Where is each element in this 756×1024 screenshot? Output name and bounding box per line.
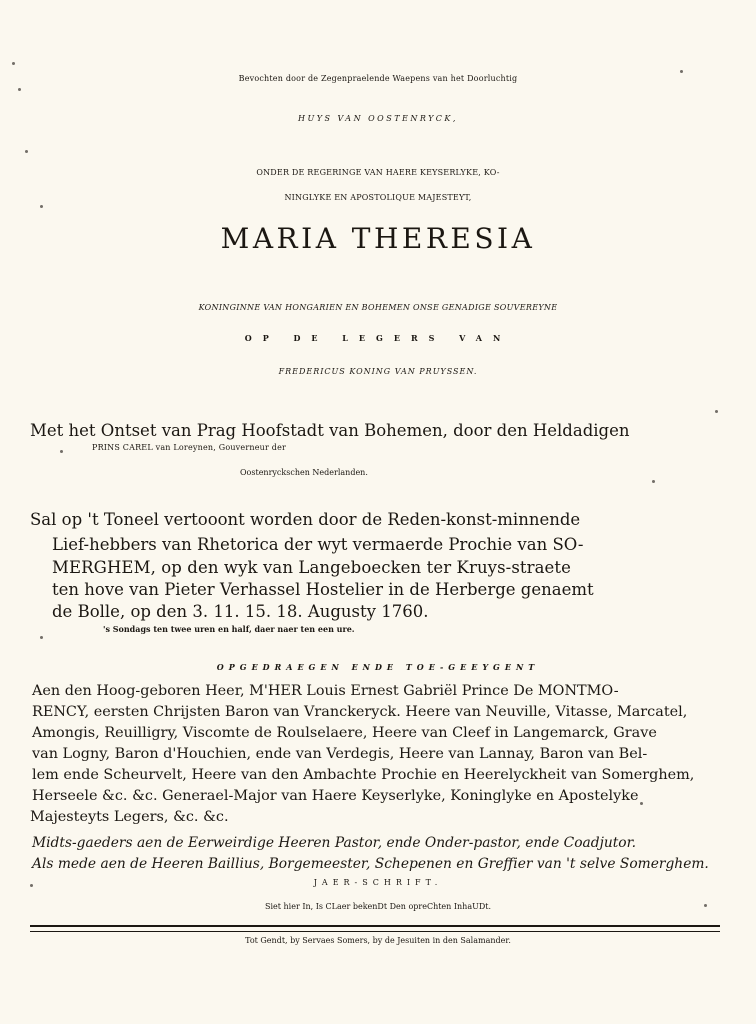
queen-titles: KONINGINNE VAN HONGARIEN EN BOHEMEN ONSE GENADIGE SOUVEREYNE	[198, 303, 558, 312]
ink-speck	[25, 150, 28, 153]
ink-speck	[40, 636, 43, 639]
dedication-line-3: Amongis, Reuilligry, Viscomte de Roulselaere, Heere van Cleef in Langemarck, Grave	[32, 725, 657, 741]
dedication-line-5: lem ende Scheurvelt, Heere van den Ambachte Prochie en Heerelyckheit van Somerghem,	[32, 767, 695, 783]
ink-speck	[18, 88, 21, 91]
performance-line-1: Sal op 't Toneel vertooont worden door de Reden-konst-minnende	[30, 510, 581, 529]
ink-speck	[40, 205, 43, 208]
relief-line-1: Met het Ontset van Prag Hoofstadt van Bohemen, door den Heldadigen	[30, 421, 630, 440]
regime-line-1: ONDER DE REGERINGE VAN HAERE KEYSERLYKE, KO-	[256, 168, 500, 177]
ink-speck	[30, 884, 33, 887]
dedication-line-1: Aen den Hoog-geboren Heer, M'HER Louis Ernest Gabriël Prince De MONTMO-	[32, 683, 619, 699]
chronogram-text: Siet hier In, Is CLaer bekenDt Den opreChten InhaUDt.	[264, 902, 492, 911]
king-title: FREDERICUS KONING VAN PRUYSSEN.	[278, 367, 478, 376]
opening-line: Bevochten door de Zegenpraelende Waepens van het Doorluchtig	[238, 74, 518, 83]
clergy-line: Midts-gaeders aen de Eerweirdige Heeren Pastor, ende Onder-pastor, ende Coadjutor.	[32, 835, 637, 851]
performance-line-4: ten hove van Pieter Verhassel Hostelier in de Herberge genaemt	[52, 580, 594, 599]
ink-speck	[680, 70, 683, 73]
ink-speck	[12, 62, 15, 65]
performance-time: 's Sondags ten twee uren en half, daer naer ten een ure.	[103, 624, 355, 634]
printer-imprint: Tot Gendt, by Servaes Somers, by de Jesuiten in den Salamander.	[245, 936, 511, 945]
dedication-line-6: Herseele &c. &c. Generael-Major van Haere Keyserlyke, Koninglyke en Apostelyke	[32, 788, 639, 804]
ink-speck	[715, 410, 718, 413]
performance-line-2: Lief-hebbers van Rhetorica der wyt vermaerde Prochie van SO-	[52, 535, 584, 554]
regime-line-2: NINGLYKE EN APOSTOLIQUE MAJESTEYT,	[284, 193, 472, 202]
ink-speck	[704, 904, 707, 907]
relief-line-3: Oostenryckschen Nederlanden.	[240, 468, 368, 477]
officials-line: Als mede aen de Heeren Baillius, Borgemeester, Schepenen en Greffier van 't selve Somerghem.	[32, 856, 709, 872]
dedication-line-7: Majesteyts Legers, &c. &c.	[30, 809, 229, 825]
divider-rule-thin	[30, 931, 720, 932]
dedication-line-4: van Logny, Baron d'Houchien, ende van Verdegis, Heere van Lannay, Baron van Bel-	[32, 746, 648, 762]
dedication-line-2: RENCY, eersten Chrijsten Baron van Vranckeryck. Heere van Neuville, Vitasse, Marcatel,	[32, 704, 688, 720]
ink-speck	[60, 450, 63, 453]
divider-rule-thick	[30, 925, 720, 927]
chronogram-heading: JAER-SCHRIFT.	[313, 878, 443, 887]
relief-line-2: PRINS CAREL van Loreynen, Gouverneur der	[92, 443, 287, 452]
armies-line: OP DE LEGERS VAN	[244, 333, 512, 343]
ink-speck	[652, 480, 655, 483]
performance-line-3: MERGHEM, op den wyk van Langeboecken ter Kruys-straete	[52, 558, 572, 577]
dedication-heading: OPGEDRAEGEN ENDE TOE-GEEYGENT	[216, 662, 540, 672]
ink-speck	[640, 802, 643, 805]
performance-line-5: de Bolle, op den 3. 11. 15. 18. Augusty 1760.	[52, 602, 429, 621]
main-title: MARIA THERESIA	[220, 222, 536, 255]
house-title: HUYS VAN OOSTENRYCK,	[298, 114, 458, 123]
